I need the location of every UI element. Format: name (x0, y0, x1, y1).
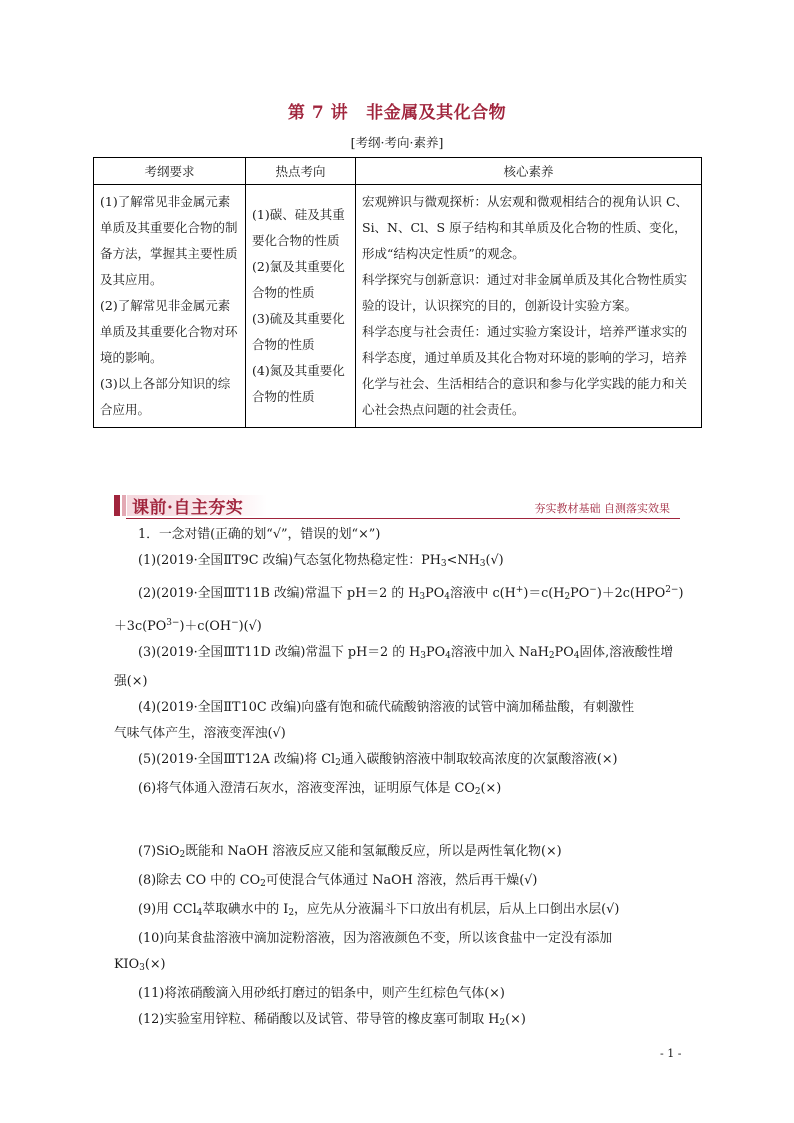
list-item: (9)用 CCl$_4$萃取碘水中的 $I_2$，应先从分液漏斗下口放出有机层，后从上口倒出水层(√) (138, 902, 620, 918)
list-item: (5)(2019·全国ⅢT12A 改编)将 $Cl_2$通入碳酸钠溶液中制取较高浓度的次氯酸溶液(×) (138, 752, 618, 768)
list-item: (10)向某食盐溶液中滴加淀粉溶液，因为溶液颜色不变，所以该食盐中一定没有添加 (138, 931, 613, 946)
list-item: (1)了解常见非金属元素单质及其重要化合物的制备方法，掌握其主要性质及其应用。 (100, 194, 238, 287)
header-core-literacy: 核心素养 (356, 158, 702, 185)
list-item: (2)(2019·全国ⅢT11B 改编)常温下 pH＝2 的 $H_3PO_4$溶液中 $c(H^+)=c(H_2PO^-)+2c(HPO^{2-})$ (138, 585, 684, 602)
banner-accent-bar-light (122, 495, 126, 516)
core-literacy-cell (356, 185, 702, 428)
lecture-topic: 非金属及其化合物 (366, 103, 507, 123)
list-item: (3)以上各部分知识的综合应用。 (100, 376, 231, 417)
list-item: (2)氯及其重要化合物的性质 (252, 259, 345, 300)
list-item-continued: $+3c(PO^{3-})+c(OH^-)(√)$ (114, 618, 262, 634)
list-item: 宏观辨识与微观探析：从宏观和微观相结合的视角认识 C、Si、N、Cl、S 原子结构和其单质及化合物的性质、变化，形成“结构决定性质”的观念。 (362, 194, 689, 261)
list-item: 科学态度与社会责任：通过实验方案设计，培养严谨求实的科学态度，通过单质及其化合物对环境的影响的学习，培养化学与社会、生活相结合的意识和参与化学实践的能力和关心社会热点问题的社会责任。 (362, 324, 688, 417)
list-item: (3)(2019·全国ⅢT11D 改编)常温下 pH＝2 的 $H_3PO_4$溶液中加入 $NaH_2PO_4$固体,溶液酸性增 (138, 645, 674, 661)
question-intro: 1．一念对错(正确的划“√”，错误的划“×”) (138, 527, 381, 542)
list-item: (7)SiO$_2$既能和 NaOH 溶液反应又能和氢氟酸反应，所以是两性氧化物(×) (138, 844, 562, 860)
list-item: 科学探究与创新意识：通过对非金属单质及其化合物性质实验的设计，认识探究的目的，创新设计实验方案。 (362, 272, 688, 313)
header-syllabus: 考纲要求 (94, 158, 246, 185)
syllabus-cell (94, 185, 246, 428)
hotspots-cell (246, 185, 356, 428)
list-item: (4)(2019·全国ⅡT10C 改编)向盛有饱和硫代硫酸钠溶液的试管中滴加稀盐酸，有刺激性 (138, 700, 635, 715)
header-hotspots: 热点考向 (246, 158, 356, 185)
list-item: (12)实验室用锌粒、稀硝酸以及试管、带导管的橡皮塞可制取 $H_2(\times)$ (138, 1012, 526, 1028)
list-item-continued: 强(×) (114, 674, 148, 689)
page-number: - 1 - (660, 1047, 682, 1060)
list-item-continued: 气味气体产生，溶液变浑浊(√) (114, 726, 286, 741)
list-item: (3)硫及其重要化合物的性质 (252, 311, 345, 352)
section-banner (114, 491, 680, 519)
list-item: (11)将浓硝酸滴入用砂纸打磨过的铝条中，则产生红棕色气体(×) (138, 986, 505, 1001)
table-header-row (94, 158, 702, 185)
banner-accent-bar (114, 495, 120, 516)
list-item: (1)(2019·全国ⅡT9C 改编)气态氢化物热稳定性：$PH_3<NH_3(√)$ (138, 553, 504, 569)
list-item-continued: $KIO_3(\times)$ (114, 957, 166, 973)
table-row (94, 185, 702, 428)
banner-tagline: 夯实教材基础 自测落实效果 (534, 502, 670, 515)
banner-underline (126, 518, 680, 519)
list-item: (2)了解常见非金属元素单质及其重要化合物对环境的影响。 (100, 298, 238, 365)
subtitle: [考纲·考向·素养] (350, 135, 444, 150)
list-item: (6)将气体通入澄清石灰水，溶液变浑浊，证明原气体是 $CO_2(\times)$ (138, 781, 502, 797)
list-item: (1)碳、硅及其重要化合物的性质 (252, 207, 345, 248)
lecture-number: 第 7 讲 (287, 103, 349, 123)
requirements-table (93, 157, 702, 428)
page-title (0, 98, 794, 123)
question-list (114, 522, 686, 1036)
list-item: (4)氮及其重要化合物的性质 (252, 363, 345, 404)
list-item: (8)除去 CO 中的 $CO_2$可使混合气体通过 NaOH 溶液，然后再干燥(√) (138, 873, 538, 889)
banner-title: 课前·自主夯实 (132, 498, 244, 518)
